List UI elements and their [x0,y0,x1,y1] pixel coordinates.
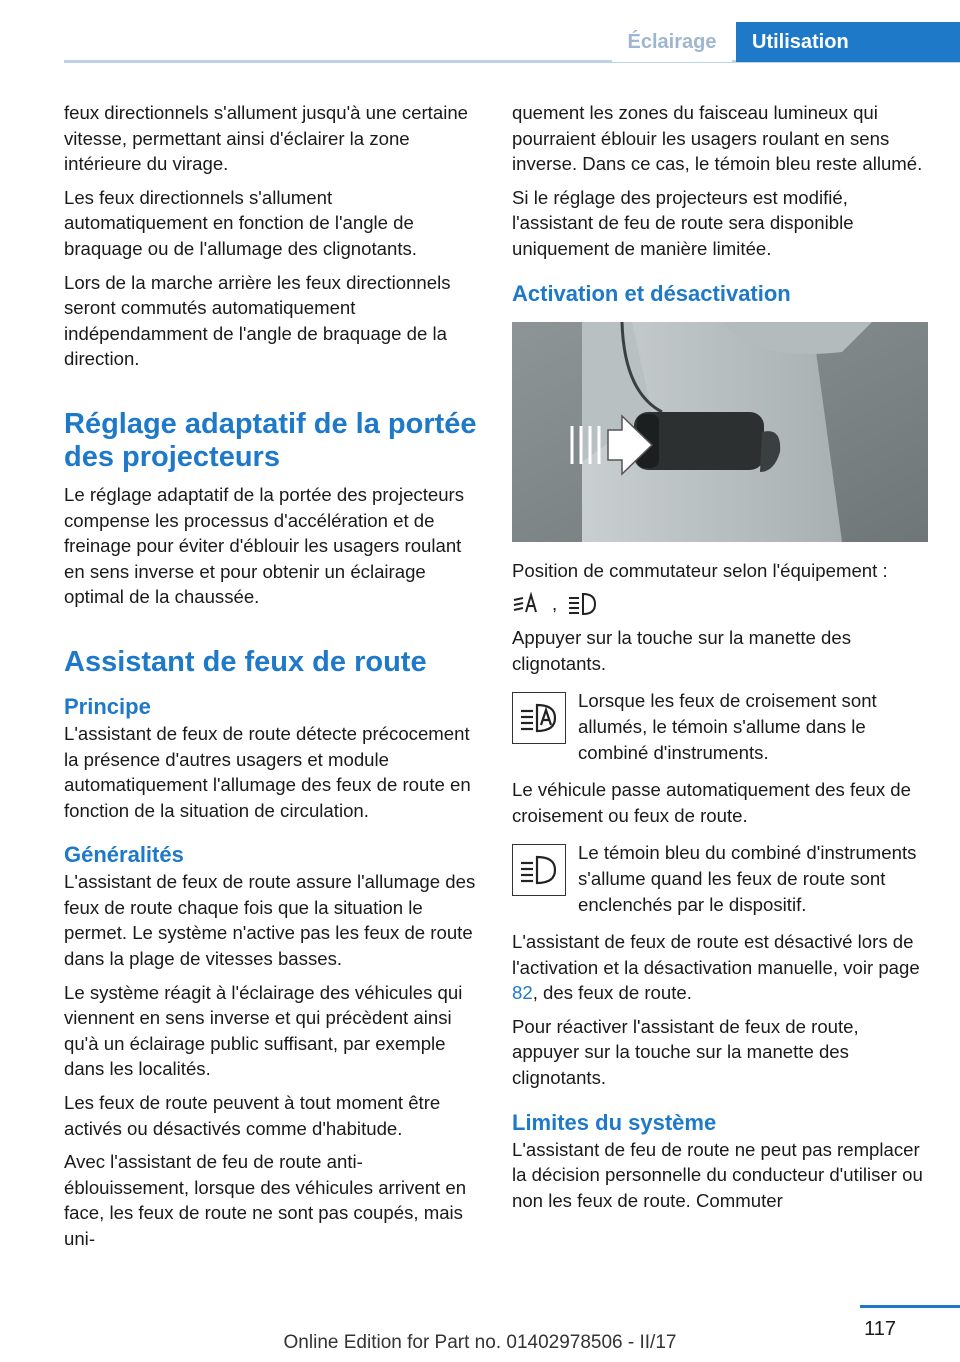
heading-assistant-feux-de-route: Assistant de feux de route [64,645,427,678]
indicator-note-text: Le témoin bleu du combiné d'instruments s'allume quand les feux de route sont enclenchés par le dispositif. [578,842,917,915]
paragraph: Avec l'assistant de feu de route anti-éblouissement, lorsque des véhicules arrivent en face, les feux de route ne sont pas coupés, mais uni- [64,1151,467,1249]
left-column [64,100,480,1260]
switch-position-icons [512,591,928,617]
heading-generalites: Généralités [64,842,184,868]
indicator-note [512,840,928,917]
high-beam-indicator-icon [512,844,566,896]
paragraph: quement les zones du faisceau lumineux qui pourraient éblouir les usagers roulant en sens inverse. Dans ce cas, le témoin bleu reste allumé. [512,102,923,175]
paragraph: feux directionnels s'allument jusqu'à une certaine vitesse, permettant ainsi d'éclairer la zone intérieure du virage. [64,102,469,175]
paragraph: Si le réglage des projecteurs est modifié, l'assistant de feu de route sera disponible uniquement de manière limitée. [512,186,854,259]
paragraph: Les feux directionnels s'allument automatiquement en fonction de l'angle de braquage ou de l'allumage des clignotants. [64,186,417,259]
heading-limites: Limites du système [512,1109,717,1135]
paragraph: L'assistant de feu de route ne peut pas remplacer la décision personnelle du conducteur d'utiliser ou non les feux de route. Commuter [512,1138,923,1211]
paragraph-text: , des feux de route. [532,982,692,1004]
paragraph: Le réglage adaptatif de la portée des projecteurs compense les processus d'accélération et de freinage pour éviter d'éblouir les usagers roulant en sens inverse et pour obtenir un éclairage optimal de la chaussée. [64,483,465,608]
section-tab-utilisation[interactable]: Utilisation [736,22,960,62]
paragraph: L'assistant de feux de route détecte précocement la présence d'autres usagers et module automatiquement l'allumage des feux de route en fonction de la situation de circulation. [64,722,471,821]
paragraph: Appuyer sur la touche sur la manette des clignotants. [512,627,852,674]
indicator-note-text: Lorsque les feux de croisement sont allumés, le témoin s'allume dans le combiné d'instruments. [578,690,877,763]
high-beam-assistant-indicator-icon [512,692,566,744]
icons-separator: , [552,593,558,615]
edition-footer: Online Edition for Part no. 01402978506 - II/17 [283,1332,677,1353]
right-column [512,100,928,1221]
high-beam-icon [567,592,597,616]
paragraph: Lors de la marche arrière les feux directionnels seront commutés automatiquement indépendamment de l'angle de braquage de la direction. [64,271,451,370]
heading-principe: Principe [64,693,151,719]
switch-lever-photo [512,322,928,542]
paragraph: L'assistant de feux de route assure l'allumage des feux de route chaque fois que la situation le permet. Le système n'active pas les feux de route dans la plage de vitesses basses. [64,871,476,970]
paragraph: Position de commutateur selon l'équipement : [512,559,888,581]
indicator-note [512,688,928,765]
section-tab-eclairage[interactable]: Éclairage [612,22,732,62]
paragraph: Les feux de route peuvent à tout moment être activés ou désactivés comme d'habitude. [64,1092,441,1139]
heading-reglage-adaptatif: Réglage adaptatif de la portée des projecteurs [64,407,477,473]
paragraph: Le véhicule passe automatiquement des feux de croisement ou feux de route. [512,779,911,826]
page-link-82[interactable]: 82 [512,982,533,1004]
paragraph: Le système réagit à l'éclairage des véhicules qui viennent en sens inverse et qui précèdent ainsi qu'à un éclairage public suffisant, par exemple dans les localités. [64,981,463,1080]
page-number: 117 [864,1318,896,1340]
high-beam-assistant-icon [512,592,542,616]
paragraph [512,929,928,1006]
footer-rule [860,1305,960,1308]
paragraph-text: L'assistant de feux de route est désactivé lors de l'activation et la désactivation manuelle, voir page [512,931,920,978]
heading-activation: Activation et désactivation [512,280,791,306]
paragraph: Pour réactiver l'assistant de feux de route, appuyer sur la touche sur la manette des clignotants. [512,1015,859,1089]
